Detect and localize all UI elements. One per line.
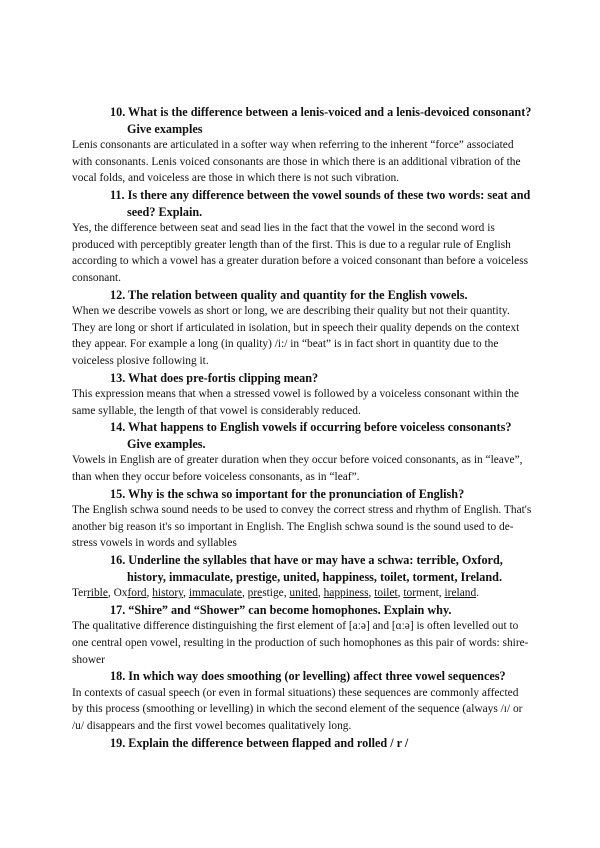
answer-15: The English schwa sound needs to be used to convey the correct stress and rhythm of English. That's another big reason it's so important in English. The English schwa sound is the sound used to de- stress vowels in words and syllables <box>72 504 532 550</box>
answer-12: When we describe vowels as short or long, we are describing their quality but not their quantity. They are long or short if articulated in isolation, but in speech their quality depends on the context they appear. For example a long (in quality) /i:/ in “beat” is in fact short in quantity due to the voiceless plosive following it. <box>72 305 520 367</box>
answer-11: Yes, the difference between seat and sead lies in the fact that the vowel in the second word is produced with perceptibly greater length than of the first. This is due to a regular rule of English according to which a vowel has a greater duration before a voiced consonant than before a voiceless consonant. <box>72 222 529 284</box>
question-16: 16. Underline the syllables that have or may have a schwa: terrible, Oxford, history, immaculate, prestige, united, happiness, toilet, torment, Ireland. <box>110 553 503 584</box>
qa-list <box>72 104 532 751</box>
answer-16-part: , <box>241 587 248 600</box>
answer-16-part: . <box>476 587 479 600</box>
schwa-syllable: ford <box>127 587 147 600</box>
answer-16-part: , <box>397 587 404 600</box>
schwa-syllable: rible <box>87 587 108 600</box>
answer-16-part: stige, <box>262 587 290 600</box>
question-18: 18. In which way does smoothing (or levelling) affect three vowel sequences? <box>110 669 506 684</box>
question-15: 15. Why is the schwa so important for the pronunciation of English? <box>110 486 465 501</box>
answer-16-part: , Ox <box>107 587 128 600</box>
question-17: 17. “Shire” and “Shower” can become homophones. Explain why. <box>110 602 452 617</box>
answer-18: In contexts of casual speech (or even in formal situations) these sequences are commonly affected by this process (smoothing or levelling) in which the second element of the sequence (always /ɪ/ or /u/ disappears and the first vowel becomes qualitatively long. <box>72 686 523 732</box>
answer-16-part: , <box>146 587 153 600</box>
schwa-syllable: history <box>152 587 184 600</box>
schwa-syllable: toilet <box>374 587 398 600</box>
question-10: 10. What is the difference between a lenis-voiced and a lenis-devoiced consonant? Give examples <box>110 105 532 136</box>
answer-16-part: , <box>368 587 375 600</box>
answer-16-part: , <box>317 587 324 600</box>
question-14: 14. What happens to English vowels if occurring before voiceless consonants? Give examples. <box>110 420 512 451</box>
schwa-syllable: united <box>289 587 318 600</box>
answer-17: The qualitative difference distinguishing the first element of [aːə] and [ɑːə] is often levelled out to one central open vowel, resulting in the production of such homophones as this pair of words: shire-shower <box>72 620 529 666</box>
answer-13: This expression means that when a stressed vowel is followed by a voiceless consonant within the same syllable, the length of that vowel is considerably reduced. <box>72 388 519 417</box>
answer-16 <box>72 585 532 602</box>
schwa-syllable: immaculate <box>188 587 242 600</box>
answer-16-part: Ter <box>72 587 88 600</box>
schwa-syllable: happiness <box>323 587 369 600</box>
answer-16-part: ment, <box>416 587 445 600</box>
answer-14: Vowels in English are of greater duration when they occur before voiced consonants, as in “leave”, than when they occur before voiceless consonants, as in “leaf”. <box>72 454 523 484</box>
schwa-syllable: pre <box>247 587 263 600</box>
answer-16-part: , <box>183 587 189 600</box>
question-12: 12. The relation between quality and quantity for the English vowels. <box>110 287 468 302</box>
schwa-syllable: ireland <box>444 587 477 600</box>
schwa-syllable: tor <box>403 587 417 600</box>
question-13: 13. What does pre-fortis clipping mean? <box>110 370 319 385</box>
question-11: 11. Is there any difference between the vowel sounds of these two words: seat and seed? Explain. <box>110 187 531 219</box>
question-19: 19. Explain the difference between flapped and rolled / r / <box>110 735 409 750</box>
answer-10: Lenis consonants are articulated in a softer way when referring to the inherent “force” associated with consonants. Lenis voiced consonants are those in which there is an additional vibration of the vocal folds, and voiceless are those in which there is not such vibration. <box>72 139 521 185</box>
